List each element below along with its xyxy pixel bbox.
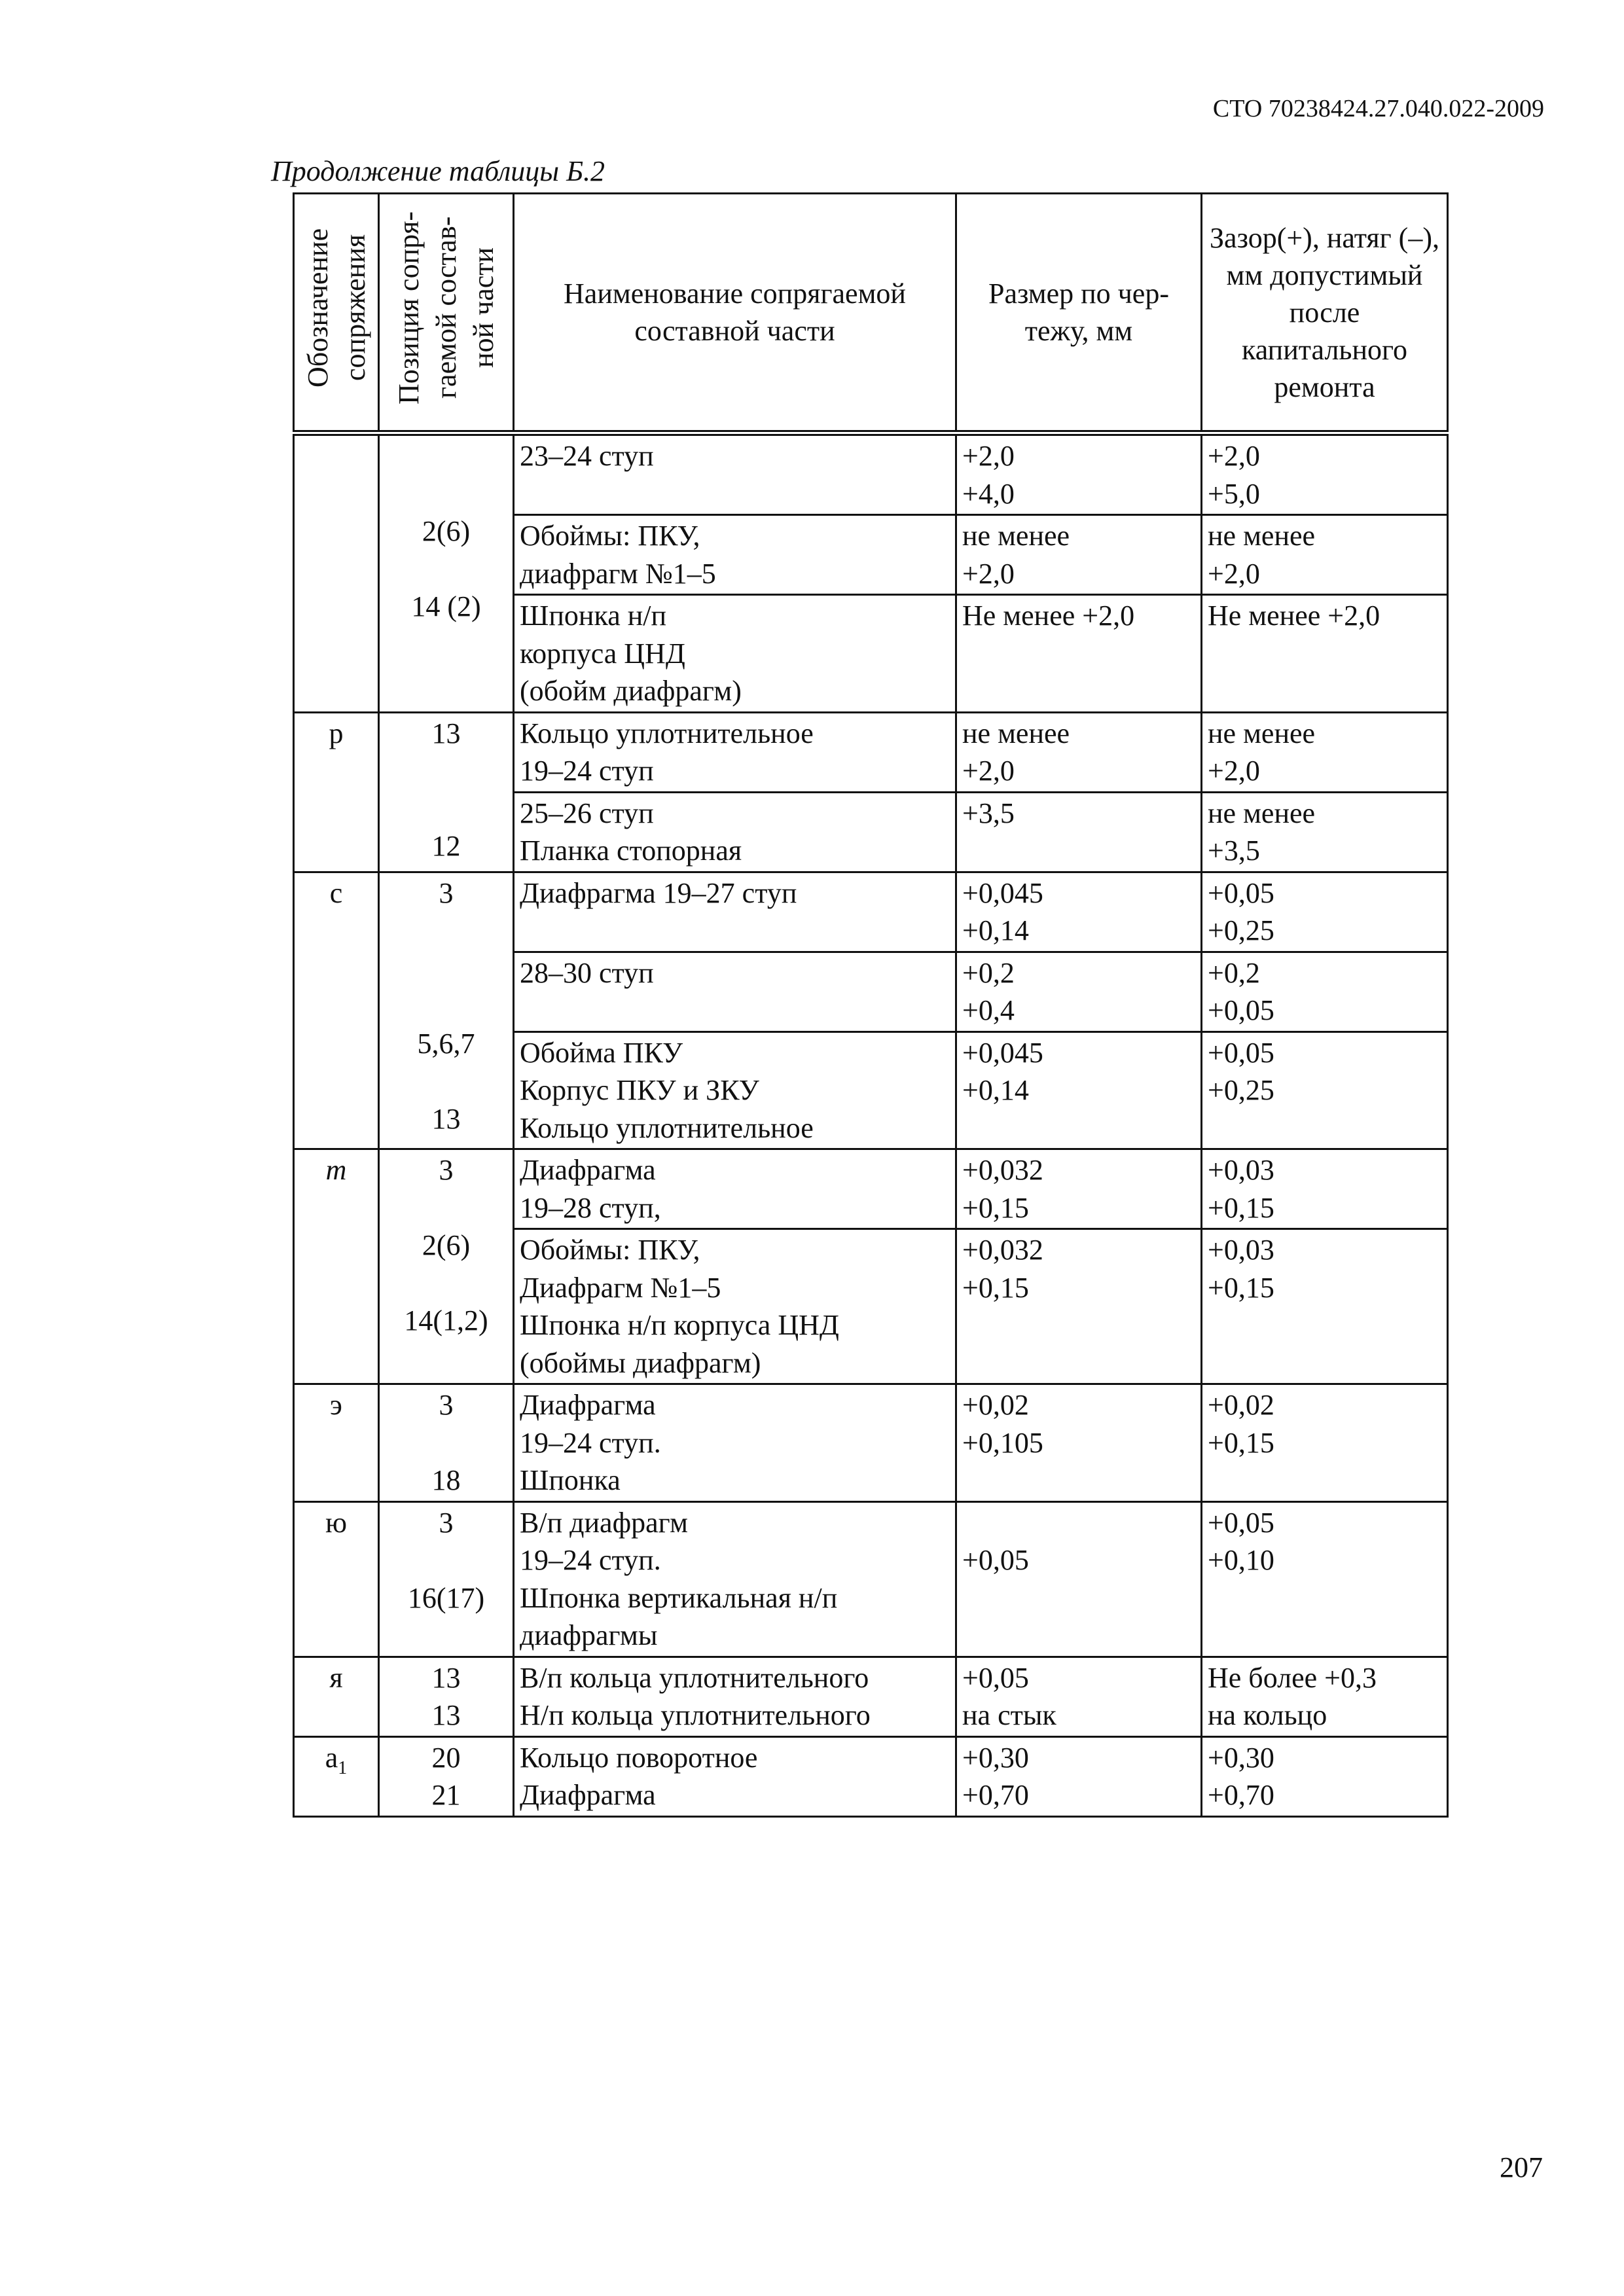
drawing-size-cell-line: +2,0 xyxy=(962,557,1015,590)
part-name-cell-line: 28–30 ступ xyxy=(520,956,654,989)
position-cell-line xyxy=(381,626,511,664)
position-cell-line: 3 xyxy=(439,876,454,909)
position-cell-line: 12 xyxy=(431,830,461,862)
drawing-size-cell xyxy=(956,515,1202,595)
table-caption: Продолжение таблицы Б.2 xyxy=(271,155,605,187)
mating-code xyxy=(296,1739,376,1787)
mating-code-subscript: 1 xyxy=(338,1757,348,1778)
table-row xyxy=(294,1384,1448,1502)
part-name-cell-line: диафрагм №1–5 xyxy=(520,557,716,590)
drawing-size-cell-line xyxy=(962,1617,1197,1655)
position-cell-line: 3 xyxy=(439,1154,454,1186)
part-name-cell-line: Кольцо поворотное xyxy=(520,1741,758,1774)
clearance-cell-line xyxy=(1208,1306,1443,1344)
part-name-cell-line: 19–24 ступ. xyxy=(520,1544,661,1576)
header-size: Размер по чер-тежу, мм xyxy=(956,194,1202,433)
drawing-size-cell xyxy=(956,1229,1202,1384)
drawing-size-cell xyxy=(956,712,1202,792)
part-name-cell-line: 23–24 ступ xyxy=(520,440,654,472)
drawing-size-cell-line: +0,15 xyxy=(962,1191,1029,1224)
header-name: Наименование сопрягаемой составной части xyxy=(514,194,956,433)
drawing-size-cell-line xyxy=(962,1306,1197,1344)
drawing-size-cell-line xyxy=(962,1462,1197,1499)
clearance-cell-line xyxy=(1208,1462,1443,1499)
part-name-cell-line xyxy=(520,912,951,950)
part-name-cell xyxy=(514,515,956,595)
position-cell-line xyxy=(381,1340,511,1378)
position-cell-line: 3 xyxy=(439,1389,454,1421)
position-cell-line: 16(17) xyxy=(407,1581,485,1614)
position-cell-line: 14 (2) xyxy=(411,590,481,622)
drawing-size-cell-line: +0,045 xyxy=(962,876,1043,909)
clearance-cell-line: +0,05 xyxy=(1208,876,1274,909)
position-cell-line: 2(6) xyxy=(422,1229,471,1261)
part-name-cell-line: В/п диафрагм xyxy=(520,1506,688,1539)
mating-code: э xyxy=(330,1389,342,1421)
clearance-cell-line: +0,70 xyxy=(1208,1779,1274,1811)
drawing-size-cell-line: +0,05 xyxy=(962,1544,1029,1576)
clearance-cell-line: +0,02 xyxy=(1208,1389,1274,1421)
position-cell-line xyxy=(381,987,511,1025)
position-cell xyxy=(379,712,514,872)
mating-code: т xyxy=(325,1154,347,1186)
position-cell-line xyxy=(381,663,511,701)
drawing-size-cell-line: +0,05 xyxy=(962,1661,1029,1694)
clearance-cell-line: +0,30 xyxy=(1208,1741,1274,1774)
clearance-cell-line: +0,15 xyxy=(1208,1191,1274,1224)
page-number: 207 xyxy=(1500,2151,1543,2183)
mating-code-cell xyxy=(294,712,379,872)
position-cell xyxy=(379,1149,514,1384)
position-cell-line: 5,6,7 xyxy=(417,1027,475,1060)
drawing-size-cell-line: +0,2 xyxy=(962,956,1015,989)
clearance-cell-line: Не более +0,3 xyxy=(1208,1661,1377,1694)
drawing-size-cell xyxy=(956,1384,1202,1502)
part-name-cell-line: Планка стопорная xyxy=(520,834,742,867)
part-name-cell xyxy=(514,1031,956,1149)
part-name-cell-line: Кольцо уплотнительное xyxy=(520,1111,814,1144)
part-name-cell-line: Диафрагма xyxy=(520,1154,656,1186)
drawing-size-cell xyxy=(956,872,1202,952)
clearance-cell-line: +0,03 xyxy=(1208,1234,1274,1266)
part-name-cell xyxy=(514,1384,956,1502)
drawing-size-cell-line: +0,70 xyxy=(962,1779,1029,1811)
position-cell xyxy=(379,1657,514,1736)
drawing-size-cell-line: +0,15 xyxy=(962,1271,1029,1304)
mating-code: ю xyxy=(325,1506,347,1539)
position-cell-line xyxy=(381,1541,511,1579)
position-cell-line: 2(6) xyxy=(422,515,471,547)
part-name-cell xyxy=(514,872,956,952)
part-name-cell-line: Корпус ПКУ и ЗКУ xyxy=(520,1074,759,1106)
drawing-size-cell-line: +0,105 xyxy=(962,1426,1043,1459)
part-name-cell xyxy=(514,1501,956,1657)
table-row xyxy=(294,872,1448,952)
table-header-row xyxy=(294,194,1448,433)
position-cell-line xyxy=(381,1265,511,1302)
clearance-cell xyxy=(1202,1501,1448,1657)
drawing-size-cell-line: +0,30 xyxy=(962,1741,1029,1774)
position-cell-line xyxy=(381,790,511,828)
position-cell-line: 3 xyxy=(439,1506,454,1539)
drawing-size-cell-line xyxy=(962,672,1197,710)
clearance-cell-line: не менее xyxy=(1208,520,1316,552)
mating-code-cell xyxy=(294,1149,379,1384)
header-position: Позиция сопря-гаемой состав-ной части xyxy=(379,194,514,433)
clearance-cell xyxy=(1202,872,1448,952)
clearance-cell xyxy=(1202,1657,1448,1736)
header-code: Обозначение сопряжения xyxy=(294,194,379,433)
drawing-size-cell-line: +3,5 xyxy=(962,797,1015,829)
part-name-cell-line: 19–24 ступ xyxy=(520,755,654,787)
drawing-size-cell-line: +0,045 xyxy=(962,1036,1043,1069)
drawing-size-cell-line: +0,032 xyxy=(962,1154,1043,1186)
clearance-cell-line: +0,2 xyxy=(1208,956,1260,989)
position-cell-line: 21 xyxy=(431,1779,461,1811)
position-cell-line: 13 xyxy=(431,1699,461,1731)
position-cell-line: 13 xyxy=(431,717,461,749)
mating-code-letter: а xyxy=(325,1741,338,1774)
position-cell-line: 18 xyxy=(431,1464,461,1496)
mating-code-cell xyxy=(294,1736,379,1816)
table-row xyxy=(294,433,1448,515)
part-name-cell xyxy=(514,1229,956,1384)
position-cell-line xyxy=(381,912,511,950)
drawing-size-cell-line xyxy=(962,1109,1197,1147)
part-name-cell-line: В/п кольца уплотнительного xyxy=(520,1661,869,1694)
clearance-cell-line: +0,15 xyxy=(1208,1271,1274,1304)
clearance-cell xyxy=(1202,1229,1448,1384)
clearance-cell-line: +0,25 xyxy=(1208,914,1274,946)
drawing-size-cell-line: +0,14 xyxy=(962,1074,1029,1106)
position-cell-line: 13 xyxy=(431,1661,461,1694)
position-cell-line xyxy=(381,1062,511,1100)
clearance-cell-line xyxy=(1208,1344,1443,1382)
drawing-size-cell xyxy=(956,433,1202,515)
part-name-cell-line: Диафрагма xyxy=(520,1779,656,1811)
position-cell-line xyxy=(381,752,511,790)
clearance-cell-line: +2,0 xyxy=(1208,755,1260,787)
position-cell-line xyxy=(381,1424,511,1462)
position-cell-line xyxy=(381,950,511,988)
clearance-cell-line: +2,0 xyxy=(1208,557,1260,590)
part-name-cell xyxy=(514,792,956,872)
drawing-size-cell xyxy=(956,1657,1202,1736)
part-name-cell-line: Кольцо уплотнительное xyxy=(520,717,814,749)
part-name-cell-line: Шпонка н/п xyxy=(520,600,667,632)
part-name-cell-line: корпуса ЦНД xyxy=(520,637,685,670)
mating-code-cell xyxy=(294,1657,379,1736)
mating-code: я xyxy=(329,1661,343,1694)
part-name-cell-line: Н/п кольца уплотнительного xyxy=(520,1699,871,1731)
position-cell xyxy=(379,872,514,1149)
clearance-cell xyxy=(1202,595,1448,713)
position-cell-line: 14(1,2) xyxy=(404,1304,488,1336)
document-code: СТО 70238424.27.040.022-2009 xyxy=(1212,95,1544,122)
drawing-size-cell xyxy=(956,1031,1202,1149)
part-name-cell-line: Диафрагм №1–5 xyxy=(520,1271,721,1304)
position-cell-line xyxy=(381,1617,511,1655)
clearance-cell-line xyxy=(1208,672,1443,710)
part-name-cell xyxy=(514,712,956,792)
drawing-size-cell-line xyxy=(962,1579,1197,1617)
mating-code-cell xyxy=(294,433,379,713)
clearance-cell-line xyxy=(1208,1617,1443,1655)
position-cell-line: 13 xyxy=(431,1102,461,1135)
drawing-size-cell-line: +4,0 xyxy=(962,477,1015,510)
mating-code: с xyxy=(329,876,343,909)
part-name-cell-line: Диафрагма xyxy=(520,1389,656,1421)
part-name-cell-line: Обоймы: ПКУ, xyxy=(520,1234,700,1266)
part-name-cell-line: диафрагмы xyxy=(520,1619,658,1651)
part-name-cell xyxy=(514,1657,956,1736)
drawing-size-cell-line: +2,0 xyxy=(962,440,1015,472)
part-name-cell xyxy=(514,595,956,713)
table-body xyxy=(294,433,1448,1817)
drawing-size-cell-line: +0,14 xyxy=(962,914,1029,946)
part-name-cell-line: Диафрагма 19–27 ступ xyxy=(520,876,797,909)
drawing-size-cell-line: не менее xyxy=(962,520,1070,552)
mating-code xyxy=(296,437,376,475)
part-name-cell-line: 19–28 ступ, xyxy=(520,1191,661,1224)
part-name-cell-line: (обойм диафрагм) xyxy=(520,675,742,707)
drawing-size-cell-line: +0,032 xyxy=(962,1234,1043,1266)
drawing-size-cell-line: +2,0 xyxy=(962,755,1015,787)
clearance-cell-line: +5,0 xyxy=(1208,477,1260,510)
clearance-cell-line: на кольцо xyxy=(1208,1699,1327,1731)
position-cell-line xyxy=(381,475,511,513)
part-name-cell-line xyxy=(520,992,951,1030)
position-cell-line xyxy=(381,1189,511,1227)
table-row xyxy=(294,1149,1448,1229)
part-name-cell xyxy=(514,952,956,1031)
part-name-cell-line: (обоймы диафрагм) xyxy=(520,1346,761,1379)
drawing-size-cell-line: +0,4 xyxy=(962,994,1015,1026)
part-name-cell xyxy=(514,433,956,515)
clearance-cell-line: +0,15 xyxy=(1208,1426,1274,1459)
clearance-cell-line: +2,0 xyxy=(1208,440,1260,472)
drawing-size-cell xyxy=(956,1501,1202,1657)
mating-code-cell xyxy=(294,1501,379,1657)
mating-code: р xyxy=(329,717,344,749)
position-cell-line xyxy=(381,437,511,475)
table-row xyxy=(294,1736,1448,1816)
drawing-size-cell-line: на стык xyxy=(962,1699,1056,1731)
clearance-cell-line: +0,05 xyxy=(1208,994,1274,1026)
part-name-cell-line: Шпонка xyxy=(520,1464,621,1496)
position-cell xyxy=(379,433,514,713)
clearance-cell xyxy=(1202,515,1448,595)
drawing-size-cell-line: не менее xyxy=(962,717,1070,749)
drawing-size-cell xyxy=(956,952,1202,1031)
mating-parts-table xyxy=(293,192,1449,1818)
drawing-size-cell xyxy=(956,595,1202,713)
header-clearance: Зазор(+), натяг (–), мм допустимый после капитального ремонта xyxy=(1202,194,1448,433)
drawing-size-cell-line xyxy=(962,832,1197,870)
clearance-cell-line: +0,25 xyxy=(1208,1074,1274,1106)
clearance-cell xyxy=(1202,1384,1448,1502)
clearance-cell-line xyxy=(1208,635,1443,673)
table-row xyxy=(294,1657,1448,1736)
table-row xyxy=(294,1501,1448,1657)
drawing-size-cell-line xyxy=(962,635,1197,673)
clearance-cell-line: +0,10 xyxy=(1208,1544,1274,1576)
clearance-cell xyxy=(1202,1149,1448,1229)
position-cell xyxy=(379,1736,514,1816)
drawing-size-cell-line: +0,02 xyxy=(962,1389,1029,1421)
clearance-cell xyxy=(1202,792,1448,872)
clearance-cell-line: +0,05 xyxy=(1208,1036,1274,1069)
clearance-cell xyxy=(1202,952,1448,1031)
part-name-cell-line xyxy=(520,475,951,513)
part-name-cell xyxy=(514,1149,956,1229)
drawing-size-cell xyxy=(956,1149,1202,1229)
part-name-cell xyxy=(514,1736,956,1816)
position-cell-line: 20 xyxy=(431,1741,461,1774)
part-name-cell-line: 25–26 ступ xyxy=(520,797,654,829)
part-name-cell-line: Обоймы: ПКУ, xyxy=(520,520,700,552)
clearance-cell-line: не менее xyxy=(1208,797,1316,829)
clearance-cell xyxy=(1202,1031,1448,1149)
part-name-cell-line: 19–24 ступ. xyxy=(520,1426,661,1459)
drawing-size-cell-line xyxy=(962,1504,1197,1542)
table-row xyxy=(294,712,1448,792)
drawing-size-cell xyxy=(956,1736,1202,1816)
clearance-cell-line: +0,03 xyxy=(1208,1154,1274,1186)
mating-code-cell xyxy=(294,1384,379,1502)
clearance-cell xyxy=(1202,712,1448,792)
position-cell xyxy=(379,1384,514,1502)
clearance-cell-line xyxy=(1208,1579,1443,1617)
drawing-size-cell-line: Не менее +2,0 xyxy=(962,600,1135,632)
position-cell-line xyxy=(381,550,511,588)
part-name-cell-line: Шпонка вертикальная н/п xyxy=(520,1581,838,1614)
clearance-cell xyxy=(1202,433,1448,515)
clearance-cell-line: +3,5 xyxy=(1208,834,1260,867)
clearance-cell xyxy=(1202,1736,1448,1816)
position-cell xyxy=(379,1501,514,1657)
clearance-cell-line: не менее xyxy=(1208,717,1316,749)
mating-code-cell xyxy=(294,872,379,1149)
clearance-cell-line xyxy=(1208,1109,1443,1147)
clearance-cell-line: +0,05 xyxy=(1208,1506,1274,1539)
drawing-size-cell xyxy=(956,792,1202,872)
drawing-size-cell-line xyxy=(962,1344,1197,1382)
part-name-cell-line: Обойма ПКУ xyxy=(520,1036,683,1069)
part-name-cell-line: Шпонка н/п корпуса ЦНД xyxy=(520,1309,839,1341)
clearance-cell-line: Не менее +2,0 xyxy=(1208,600,1380,632)
